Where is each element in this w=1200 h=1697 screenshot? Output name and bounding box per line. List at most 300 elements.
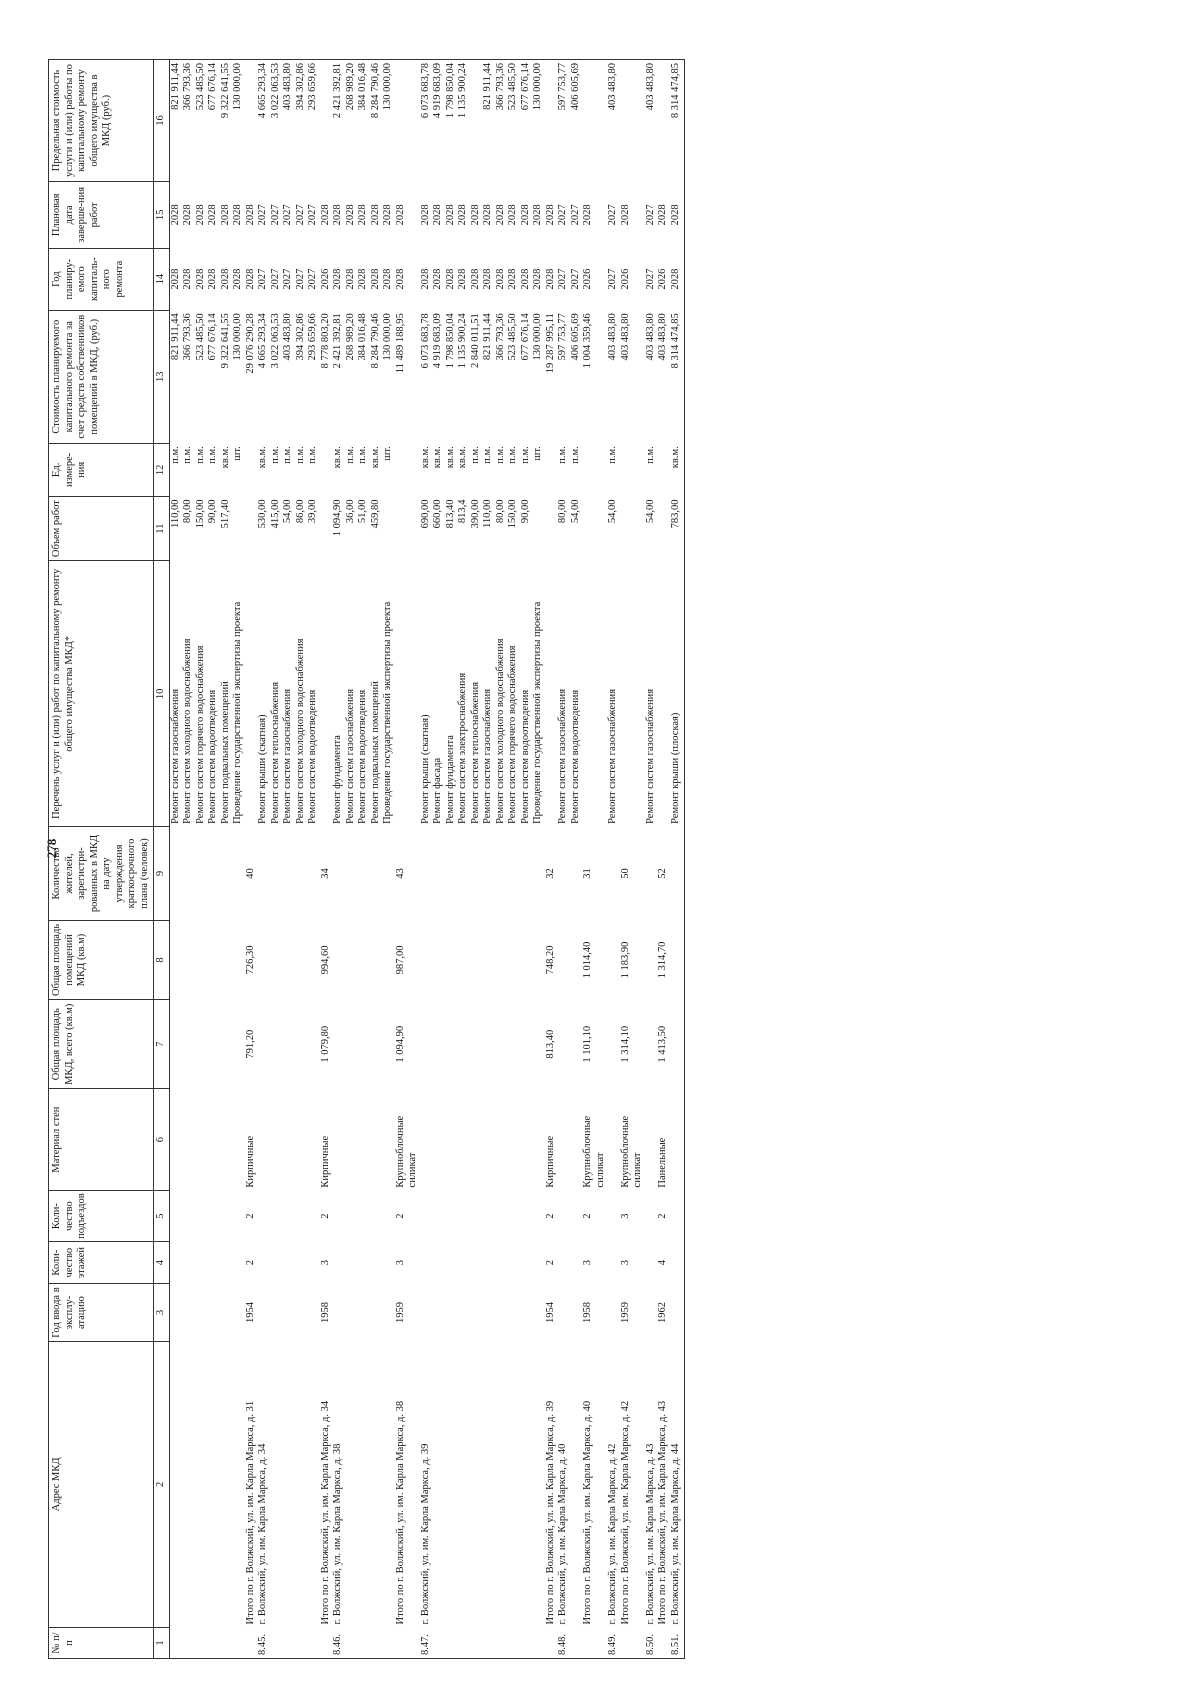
address-cell <box>520 1341 533 1627</box>
total-area-cell: 1 094,90 <box>394 1025 406 1063</box>
total-area-cell <box>432 1000 445 1089</box>
cost-limit-cell <box>470 60 483 182</box>
work-volume-cell: 459,80 <box>369 499 381 529</box>
header-cell-9: Количество жителей, зарегистри-рованных в МКД на дату утверждения краткосрочного плана (человек) <box>49 827 154 920</box>
work-type-cell: Ремонт систем водоотведения <box>357 689 368 824</box>
work-type-cell: Ремонт систем водоотведения <box>307 689 318 824</box>
due-date-cell: 2027 <box>269 204 281 226</box>
due-date-cell: 2027 <box>282 204 293 226</box>
cost-cell: 821 911,44 <box>169 313 181 361</box>
wall-material-cell <box>457 1089 470 1191</box>
work-row <box>607 60 620 1659</box>
unit-cell <box>545 443 558 496</box>
planned-year-cell: 2028 <box>544 268 556 290</box>
planned-year-cell: 2028 <box>469 268 481 290</box>
floors-cell <box>470 1242 483 1284</box>
wall-material-cell <box>507 1089 520 1191</box>
cost-limit-cell <box>245 60 258 182</box>
work-volume-cell <box>382 496 395 560</box>
floors-cell <box>432 1242 445 1284</box>
entrances-cell <box>520 1191 533 1242</box>
unit-cell: п.м. <box>569 446 581 464</box>
due-date-cell: 2028 <box>619 204 631 226</box>
cost-cell: 403 483,80 <box>607 313 618 361</box>
cost-limit-cell <box>395 60 420 182</box>
work-volume-cell: 110,00 <box>482 499 493 528</box>
work-type-cell <box>682 561 685 827</box>
planned-year-cell: 2027 <box>557 268 568 290</box>
work-row <box>432 60 445 1659</box>
wall-material-cell <box>532 1089 545 1191</box>
address-cell <box>345 1341 358 1627</box>
row-number-cell <box>320 1627 333 1658</box>
work-row <box>270 60 283 1659</box>
commission-year-cell <box>457 1284 470 1342</box>
floors-cell <box>445 1242 458 1284</box>
column-number-15: 15 <box>154 182 170 249</box>
due-date-cell: 2028 <box>444 204 456 226</box>
cost-limit-cell: 2 421 392,81 <box>332 60 345 182</box>
entrances-cell <box>532 1191 545 1242</box>
premises-area-cell <box>645 920 658 1000</box>
premises-area-cell: 987,00 <box>394 945 406 975</box>
wall-material-cell <box>470 1089 483 1191</box>
cost-cell <box>682 310 685 443</box>
address-cell: Итого по г. Волжский, ул. им. Карла Маркса, д. 42 <box>619 1400 631 1625</box>
unit-cell <box>657 443 670 496</box>
cost-cell: 8 314 474,85 <box>669 313 681 369</box>
row-number-cell: 8.45. <box>257 1627 270 1658</box>
column-number-11: 11 <box>154 496 170 560</box>
address-cell: Итого по г. Волжский, ул. им. Карла Маркса, д. 34 <box>319 1400 331 1625</box>
work-type-cell: Ремонт систем газоснабжения <box>482 688 493 824</box>
cost-cell: 29 076 290,28 <box>244 313 256 374</box>
column-number-6: 6 <box>154 1089 170 1191</box>
cost-cell: 11 489 188,95 <box>394 313 406 374</box>
residents-cell <box>482 827 495 920</box>
due-date-cell: 2028 <box>382 204 393 226</box>
unit-cell: п.м. <box>194 446 206 464</box>
work-type-cell: Ремонт подвальных помещений <box>369 681 381 824</box>
due-date-cell: 2028 <box>482 204 493 226</box>
entrances-cell <box>507 1191 520 1242</box>
cost-cell: 2 840 011,51 <box>469 313 481 368</box>
planned-year-cell: 2028 <box>232 268 243 290</box>
total-area-cell <box>532 1000 545 1089</box>
work-row <box>532 60 545 1659</box>
work-volume-cell: 54,00 <box>644 499 656 524</box>
header-cell-11: Объем работ <box>49 496 154 560</box>
total-area-cell <box>457 1000 470 1089</box>
address-cell: г. Волжский, ул. им. Карла Маркса, д. 42 <box>607 1443 618 1625</box>
floors-cell: 3 <box>582 1260 593 1266</box>
planned-year-cell: 2028 <box>669 268 681 290</box>
commission-year-cell <box>207 1284 220 1342</box>
row-number-cell <box>432 1627 445 1658</box>
floors-cell <box>169 1242 182 1284</box>
work-type-cell <box>245 561 258 827</box>
work-volume-cell: 660,00 <box>432 499 443 529</box>
cost-cell: 19 287 995,11 <box>544 313 556 374</box>
due-date-cell: 2028 <box>657 204 668 226</box>
unit-cell: кв.м. <box>219 446 231 469</box>
work-type-cell: Ремонт систем теплоснабжения <box>269 681 281 824</box>
due-date-cell: 2028 <box>169 204 181 226</box>
unit-cell: п.м. <box>607 446 618 464</box>
work-type-cell: Ремонт систем водоотведения <box>519 689 531 824</box>
cost-cell: 403 483,80 <box>644 313 656 361</box>
header-cell-10: Перечень услуг и (или) работ по капитальному ремонту общего имущества МКД* <box>49 561 154 827</box>
residents-cell: 43 <box>394 868 406 879</box>
address-cell <box>195 1341 208 1627</box>
commission-year-cell: 1959 <box>394 1302 406 1324</box>
entrances-cell <box>495 1191 508 1242</box>
work-type-cell: Ремонт систем холодного водоснабжения <box>294 638 306 824</box>
address-cell <box>532 1341 545 1627</box>
floors-cell <box>682 1242 685 1284</box>
planned-year-cell: 2028 <box>357 268 368 290</box>
unit-cell: шт. <box>382 446 393 461</box>
commission-year-cell <box>670 1284 683 1342</box>
floors-cell <box>307 1242 320 1284</box>
commission-year-cell <box>295 1284 308 1342</box>
total-area-cell <box>470 1000 483 1089</box>
unit-cell: п.м. <box>294 446 306 464</box>
premises-area-cell: 1 014,40 <box>582 941 593 979</box>
floors-cell: 4 <box>657 1260 668 1266</box>
commission-year-cell <box>495 1284 508 1342</box>
total-area-cell <box>232 1000 245 1089</box>
work-row <box>282 60 295 1659</box>
planned-year-cell: 2028 <box>519 268 531 290</box>
cost-cell: 1 135 900,24 <box>457 313 468 369</box>
total-area-cell: 1 079,80 <box>319 1025 331 1063</box>
work-row <box>182 60 195 1659</box>
entrances-cell <box>220 1191 233 1242</box>
planned-year-cell: 2027 <box>269 268 281 290</box>
cost-cell: 2 421 392,81 <box>332 313 343 369</box>
unit-cell <box>395 443 420 496</box>
floors-cell <box>670 1242 683 1284</box>
work-row <box>470 60 483 1659</box>
entrances-cell: 2 <box>657 1213 668 1219</box>
wall-material-cell <box>382 1089 395 1191</box>
residents-cell <box>457 827 470 920</box>
total-area-cell: 1 101,10 <box>582 1025 593 1063</box>
premises-area-cell <box>432 920 445 1000</box>
residents-cell <box>432 827 445 920</box>
table-bottom-edge <box>682 60 685 1659</box>
planned-year-cell: 2028 <box>194 268 206 290</box>
row-number-cell: 8.46. <box>332 1627 345 1658</box>
work-volume-cell <box>395 496 420 560</box>
work-volume-cell: 39,00 <box>307 499 318 524</box>
premises-area-cell <box>457 920 470 1000</box>
cost-limit-cell <box>620 60 645 182</box>
address-cell <box>457 1341 470 1627</box>
premises-area-cell <box>520 920 533 1000</box>
premises-area-cell: 1 314,70 <box>657 941 668 979</box>
cost-cell: 384 016,48 <box>357 313 368 361</box>
cost-limit-cell: 523 485,50 <box>507 60 520 182</box>
cost-cell: 4 919 683,09 <box>432 313 443 369</box>
commission-year-cell <box>232 1284 245 1342</box>
address-cell <box>357 1341 370 1627</box>
row-number-cell <box>395 1627 420 1658</box>
work-volume-cell <box>532 496 545 560</box>
table-body <box>169 60 685 1659</box>
wall-material-cell <box>332 1089 345 1191</box>
column-number-12: 12 <box>154 443 170 496</box>
planned-year-cell: 2028 <box>169 268 181 290</box>
entrances-cell <box>295 1191 308 1242</box>
residents-cell: 50 <box>619 868 631 879</box>
work-row <box>482 60 495 1659</box>
entrances-cell <box>645 1191 658 1242</box>
due-date-cell: 2028 <box>582 204 593 226</box>
work-type-cell: Ремонт систем водоотведения <box>569 689 581 824</box>
entrances-cell <box>445 1191 458 1242</box>
cost-limit-cell <box>657 60 670 182</box>
due-date-cell: 2028 <box>494 204 506 226</box>
unit-cell: шт. <box>232 446 243 461</box>
commission-year-cell <box>520 1284 533 1342</box>
work-volume-cell: 390,00 <box>469 499 481 529</box>
total-area-cell <box>420 1000 433 1089</box>
premises-area-cell <box>169 920 182 1000</box>
cost-limit-cell: 821 911,44 <box>169 60 182 182</box>
work-type-cell: Ремонт крыши (скатная) <box>257 714 268 824</box>
due-date-cell: 2028 <box>394 204 406 226</box>
unit-cell: кв.м. <box>432 446 443 469</box>
residents-cell <box>420 827 433 920</box>
row-number-cell <box>507 1627 520 1658</box>
cost-limit-cell: 821 911,44 <box>482 60 495 182</box>
premises-area-cell: 748,20 <box>544 945 556 975</box>
total-area-cell <box>645 1000 658 1089</box>
entrances-cell <box>332 1191 345 1242</box>
cost-cell: 130 000,00 <box>232 313 243 361</box>
cost-cell: 130 000,00 <box>382 313 393 361</box>
work-row <box>382 60 395 1659</box>
premises-area-cell <box>470 920 483 1000</box>
entrances-cell <box>182 1191 195 1242</box>
due-date-cell: 2028 <box>419 204 431 226</box>
residents-cell <box>607 827 620 920</box>
row-number-cell <box>232 1627 245 1658</box>
total-area-cell: 1 413,50 <box>657 1025 668 1063</box>
unit-cell: п.м. <box>469 446 481 464</box>
total-area-cell <box>570 1000 583 1089</box>
unit-cell <box>682 443 685 496</box>
entrances-cell <box>470 1191 483 1242</box>
floors-cell <box>382 1242 395 1284</box>
planned-year-cell: 2028 <box>482 268 493 290</box>
entrances-cell <box>357 1191 370 1242</box>
work-volume-cell: 110,00 <box>169 499 181 528</box>
work-row <box>232 60 245 1659</box>
row-number-cell <box>370 1627 383 1658</box>
cost-limit-cell: 130 000,00 <box>232 60 245 182</box>
planned-year-cell: 2028 <box>244 268 256 290</box>
planned-year-cell: 2028 <box>182 268 193 290</box>
total-row <box>620 60 645 1659</box>
total-area-cell <box>220 1000 233 1089</box>
floors-cell <box>532 1242 545 1284</box>
total-row <box>395 60 420 1659</box>
due-date-cell: 2028 <box>544 204 556 226</box>
wall-material-cell <box>282 1089 295 1191</box>
commission-year-cell: 1954 <box>544 1302 556 1324</box>
cost-limit-cell: 130 000,00 <box>532 60 545 182</box>
commission-year-cell: 1959 <box>619 1302 631 1324</box>
residents-cell <box>182 827 195 920</box>
residents-cell <box>345 827 358 920</box>
unit-cell <box>320 443 333 496</box>
floors-cell <box>295 1242 308 1284</box>
work-type-cell: Проведение государственной экспертизы проекта <box>382 601 393 824</box>
premises-area-cell <box>445 920 458 1000</box>
address-cell <box>482 1341 495 1627</box>
planned-year-cell: 2026 <box>619 268 631 290</box>
total-row <box>657 60 670 1659</box>
floors-cell <box>557 1242 570 1284</box>
wall-material-cell: Кирпичные <box>244 1135 256 1188</box>
address-cell <box>182 1341 195 1627</box>
unit-cell: п.м. <box>507 446 518 464</box>
planned-year-cell: 2028 <box>507 268 518 290</box>
entrances-cell <box>270 1191 283 1242</box>
floors-cell <box>357 1242 370 1284</box>
residents-cell <box>169 827 182 920</box>
work-volume-cell: 517,40 <box>219 499 231 529</box>
cost-cell: 523 485,50 <box>507 313 518 361</box>
header-cell-1: № п/п <box>49 1627 154 1658</box>
cost-cell: 6 073 683,78 <box>419 313 431 369</box>
cost-limit-cell: 523 485,50 <box>195 60 208 182</box>
planned-year-cell: 2028 <box>532 268 543 290</box>
planned-year-cell: 2028 <box>419 268 431 290</box>
wall-material-cell <box>445 1089 458 1191</box>
row-number-cell <box>520 1627 533 1658</box>
commission-year-cell: 1958 <box>582 1302 593 1324</box>
work-volume-cell: 90,00 <box>519 499 531 524</box>
work-volume-cell: 54,00 <box>282 499 293 524</box>
entrances-cell <box>570 1191 583 1242</box>
cost-cell: 677 676,14 <box>519 313 531 361</box>
header-cell-2: Адрес МКД <box>49 1341 154 1627</box>
cost-cell: 821 911,44 <box>482 313 493 361</box>
floors-cell <box>520 1242 533 1284</box>
residents-cell <box>507 827 520 920</box>
floors-cell <box>370 1242 383 1284</box>
work-volume-cell <box>232 496 245 560</box>
total-area-cell: 1 314,10 <box>619 1025 631 1063</box>
cost-limit-cell: 6 073 683,78 <box>420 60 433 182</box>
work-type-cell: Ремонт систем горячего водоснабжения <box>507 645 518 824</box>
floors-cell <box>420 1242 433 1284</box>
premises-area-cell: 1 183,90 <box>619 941 631 979</box>
cost-limit-cell: 366 793,36 <box>182 60 195 182</box>
total-area-cell <box>445 1000 458 1089</box>
unit-cell: п.м. <box>519 446 531 464</box>
work-volume-cell: 54,00 <box>569 499 581 524</box>
row-number-cell: 8.48. <box>557 1627 570 1658</box>
work-volume-cell: 90,00 <box>207 499 218 524</box>
commission-year-cell <box>507 1284 520 1342</box>
unit-cell: кв.м. <box>669 446 681 469</box>
floors-cell <box>645 1242 658 1284</box>
residents-cell <box>195 827 208 920</box>
commission-year-cell <box>282 1284 295 1342</box>
commission-year-cell: 1962 <box>657 1302 668 1324</box>
premises-area-cell <box>307 920 320 1000</box>
unit-cell: кв.м. <box>369 446 381 469</box>
header-cell-14: Год планиру-емого капиталь-ного ремонта <box>49 248 154 310</box>
planned-year-cell: 2026 <box>582 268 593 290</box>
floors-cell <box>570 1242 583 1284</box>
entrances-cell <box>420 1191 433 1242</box>
work-row <box>257 60 270 1659</box>
work-type-cell: Ремонт систем теплоснабжения <box>469 681 481 824</box>
work-volume-cell <box>320 496 333 560</box>
total-area-cell <box>332 1000 345 1089</box>
due-date-cell: 2028 <box>507 204 518 226</box>
address-cell <box>570 1341 583 1627</box>
planned-year-cell: 2026 <box>319 268 331 290</box>
work-type-cell: Ремонт систем холодного водоснабжения <box>494 638 506 824</box>
total-area-cell <box>382 1000 395 1089</box>
cost-cell: 1 004 359,46 <box>582 313 593 369</box>
row-number-cell: 8.50. <box>645 1627 658 1658</box>
wall-material-cell <box>220 1089 233 1191</box>
address-cell <box>169 1341 182 1627</box>
wall-material-cell <box>232 1089 245 1191</box>
address-cell <box>370 1341 383 1627</box>
cost-limit-cell: 8 314 474,85 <box>670 60 683 182</box>
commission-year-cell <box>645 1284 658 1342</box>
unit-cell: п.м. <box>182 446 193 464</box>
residents-cell <box>232 827 245 920</box>
cost-limit-cell: 293 659,66 <box>307 60 320 182</box>
premises-area-cell <box>220 920 233 1000</box>
wall-material-cell <box>295 1089 308 1191</box>
commission-year-cell <box>570 1284 583 1342</box>
commission-year-cell <box>432 1284 445 1342</box>
unit-cell <box>245 443 258 496</box>
address-cell <box>220 1341 233 1627</box>
entrances-cell <box>607 1191 620 1242</box>
work-row <box>457 60 470 1659</box>
unit-cell: кв.м. <box>457 446 468 469</box>
residents-cell <box>332 827 345 920</box>
residents-cell <box>645 827 658 920</box>
wall-material-cell <box>557 1089 570 1191</box>
commission-year-cell <box>370 1284 383 1342</box>
work-volume-cell <box>582 496 607 560</box>
header-cell-6: Материал стен <box>49 1089 154 1191</box>
floors-cell: 3 <box>619 1260 631 1266</box>
work-type-cell <box>395 561 420 827</box>
unit-cell: кв.м. <box>419 446 431 469</box>
premises-area-cell <box>670 920 683 1000</box>
residents-cell <box>270 827 283 920</box>
cost-limit-cell: 677 676,14 <box>520 60 533 182</box>
column-number-4: 4 <box>154 1242 170 1284</box>
total-area-cell <box>482 1000 495 1089</box>
premises-area-cell <box>257 920 270 1000</box>
address-cell <box>470 1341 483 1627</box>
